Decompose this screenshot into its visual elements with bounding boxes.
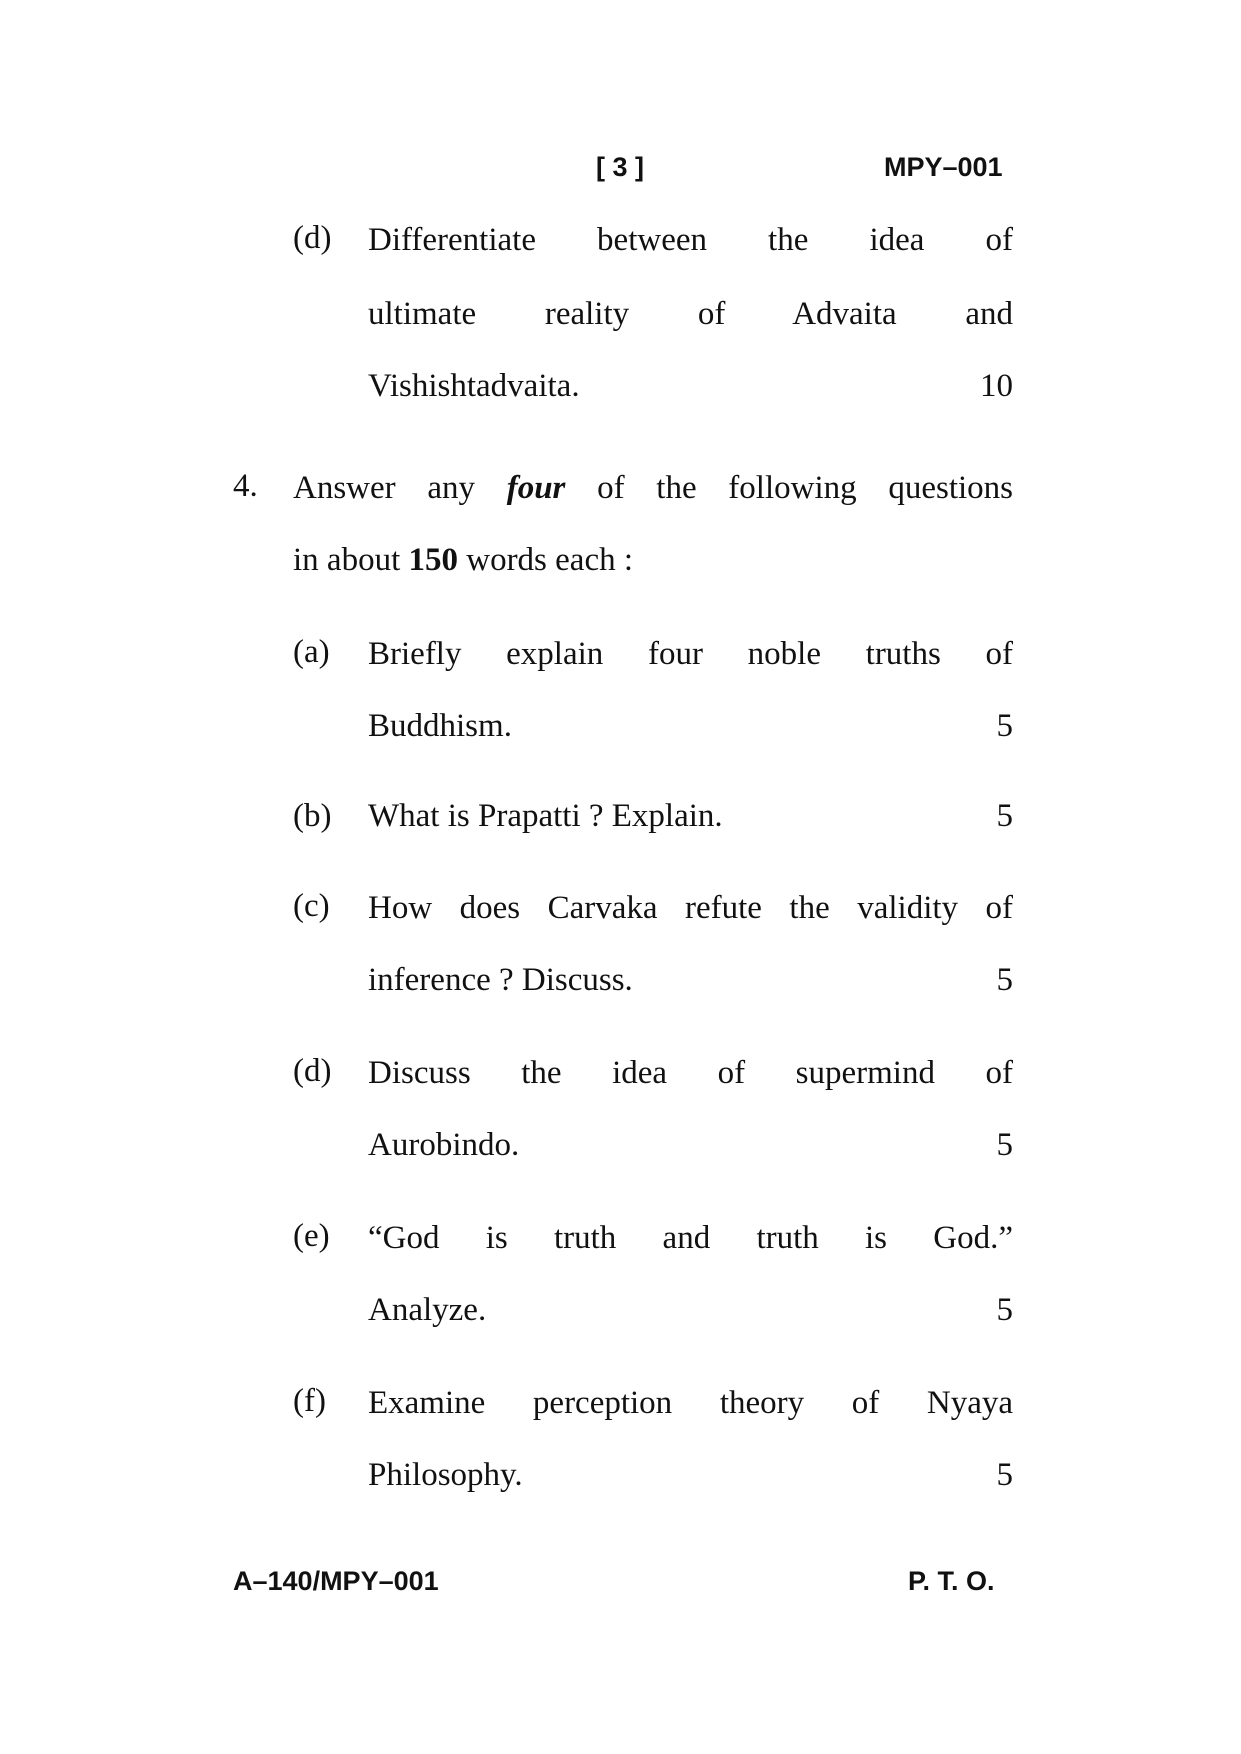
q4c-line2: inference ? Discuss. — [368, 962, 633, 998]
q4f-label: (f) — [293, 1383, 326, 1419]
q4d-marks: 5 — [996, 1127, 1013, 1163]
q4a-marks: 5 — [996, 708, 1013, 744]
q3d-label: (d) — [293, 220, 332, 256]
q4e-marks: 5 — [996, 1292, 1013, 1328]
q3d-line3: Vishishtadvaita. — [368, 368, 580, 404]
q4f-marks: 5 — [996, 1457, 1013, 1493]
q4-intro-line1: Answer any four of the following questions — [293, 470, 1013, 506]
q4e-line1: “God is truth and truth is God.” — [368, 1220, 1013, 1256]
q4-emphasis: four — [506, 470, 566, 506]
footer-pto: P. T. O. — [908, 1566, 995, 1596]
q3d-line2: ultimate reality of Advaita and — [368, 296, 1013, 332]
q4e-label: (e) — [293, 1218, 330, 1254]
q4-word-count: 150 — [408, 542, 458, 578]
q4a-line1: Briefly explain four noble truths of — [368, 636, 1013, 672]
q4a-label: (a) — [293, 634, 330, 670]
q4a-line2: Buddhism. — [368, 708, 512, 744]
q4d-line2: Aurobindo. — [368, 1127, 520, 1163]
q4b-marks: 5 — [996, 798, 1013, 834]
page-number: [ 3 ] — [596, 152, 645, 182]
q4e-line2: Analyze. — [368, 1292, 487, 1328]
q4c-marks: 5 — [996, 962, 1013, 998]
q4d-label: (d) — [293, 1053, 332, 1089]
q4f-line1: Examine perception theory of Nyaya — [368, 1385, 1013, 1421]
q4c-label: (c) — [293, 888, 330, 924]
paper-code: MPY–001 — [884, 152, 1003, 182]
q4f-line2: Philosophy. — [368, 1457, 523, 1493]
q4-number: 4. — [233, 468, 258, 504]
footer-code: A–140/MPY–001 — [233, 1566, 439, 1596]
q4b-label: (b) — [293, 798, 332, 834]
q3d-marks: 10 — [980, 368, 1013, 404]
q4-intro-line2: in about 150 words each : — [293, 542, 634, 578]
q4d-line1: Discuss the idea of supermind of — [368, 1055, 1013, 1091]
q3d-line1: Differentiate between the idea of — [368, 222, 1013, 258]
q4c-line1: How does Carvaka refute the validity of — [368, 890, 1013, 926]
q4b-line1: What is Prapatti ? Explain. — [368, 798, 723, 834]
